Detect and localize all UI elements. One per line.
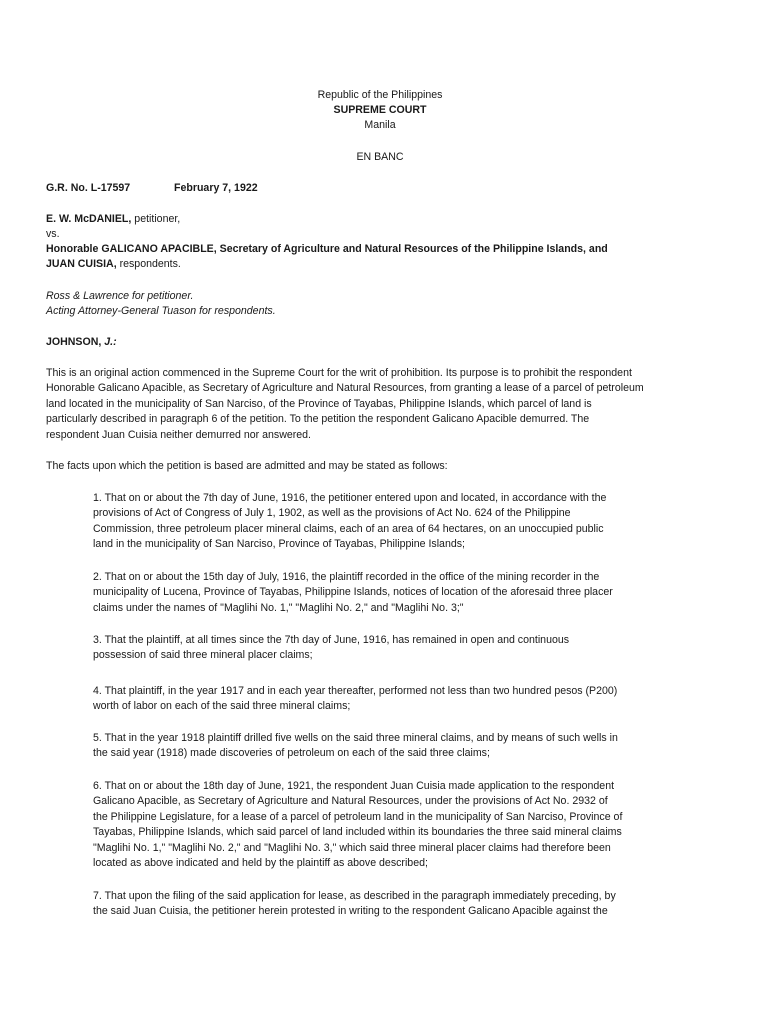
intro-line: respondent Juan Cuisia neither demurred nor answered. bbox=[46, 428, 311, 441]
facts-intro: The facts upon which the petition is based are admitted and may be stated as follows: bbox=[46, 460, 448, 472]
fact-item-6 bbox=[93, 779, 622, 871]
fact-line: 7. That upon the filing of the said application for lease, as described in the paragraph immediately preceding, by bbox=[93, 890, 616, 902]
intro-line: This is an original action commenced in the Supreme Court for the writ of prohibition. Its purpose is to prohibit the respondent bbox=[46, 367, 632, 379]
fact-line: 1. That on or about the 7th day of June, 1916, the petitioner entered upon and located, in accordance with the bbox=[93, 492, 607, 504]
fact-line: the Philippine Legislature, for a lease of a parcel of petroleum land in the municipality of San Narciso, Province of bbox=[93, 810, 623, 823]
court-heading: SUPREME COURT bbox=[333, 104, 427, 116]
division-heading: EN BANC bbox=[356, 151, 404, 163]
respondent-line-2 bbox=[46, 257, 181, 272]
ponente bbox=[46, 335, 117, 350]
respondent-line-1: Honorable GALICANO APACIBLE, Secretary of Agriculture and Natural Resources of the Philippine Islands, and bbox=[46, 243, 608, 255]
respondent-role: respondents. bbox=[116, 258, 181, 270]
fact-line: land in the municipality of San Narciso, Province of Tayabas, Philippine Islands; bbox=[93, 538, 465, 551]
fact-item-7 bbox=[93, 889, 616, 920]
petitioner-line bbox=[46, 212, 180, 227]
ponente-name: JOHNSON, bbox=[46, 336, 105, 348]
fact-line: Tayabas, Philippine Islands, which said parcel of land included within its boundaries the three said mineral claims bbox=[93, 826, 622, 839]
case-number: G.R. No. L-17597 bbox=[46, 182, 131, 194]
fact-item-4 bbox=[93, 684, 617, 715]
fact-line: provisions of Act of Congress of July 1, 1902, as well as the provisions of Act No. 624 of the Philippine bbox=[93, 507, 571, 520]
fact-line: 2. That on or about the 15th day of July, 1916, the plaintiff recorded in the office of the mining recorder in the bbox=[93, 571, 600, 583]
republic-heading: Republic of the Philippines bbox=[317, 89, 443, 101]
city-heading: Manila bbox=[364, 119, 396, 131]
fact-line: municipality of Lucena, Province of Tayabas, Philippine Islands, notices of location of the aforesaid three placer bbox=[93, 586, 613, 599]
fact-line: 3. That the plaintiff, at all times since the 7th day of June, 1916, has remained in open and continuous bbox=[93, 634, 570, 646]
case-date: February 7, 1922 bbox=[174, 182, 258, 194]
fact-item-5 bbox=[93, 731, 618, 762]
fact-item-3 bbox=[93, 633, 569, 664]
fact-line: claims under the names of "Maglihi No. 1," "Maglihi No. 2," and "Maglihi No. 3;" bbox=[93, 601, 464, 614]
fact-line: 6. That on or about the 18th day of June, 1921, the respondent Juan Cuisia made application to the respondent bbox=[93, 780, 615, 792]
ponente-suffix: J.: bbox=[104, 336, 117, 348]
fact-line: the said Juan Cuisia, the petitioner herein protested in writing to the respondent Galicano Apacible against the bbox=[93, 905, 608, 918]
intro-paragraph bbox=[46, 366, 644, 443]
fact-line: "Maglihi No. 1," "Maglihi No. 2," and "Maglihi No. 3," which said three mineral placer claims had therefore been bbox=[93, 841, 611, 854]
intro-line: land located in the municipality of San Narciso, of the Province of Tayabas, Philippine Islands, which parcel of land is bbox=[46, 397, 592, 410]
petitioner-counsel: Ross & Lawrence for petitioner. bbox=[46, 290, 194, 302]
fact-line: 4. That plaintiff, in the year 1917 and in each year thereafter, performed not less than two hundred pesos (P200) bbox=[93, 685, 618, 697]
fact-item-2 bbox=[93, 570, 613, 616]
fact-line: the said year (1918) made discoveries of petroleum on each of the said three claims; bbox=[93, 747, 490, 760]
intro-line: particularly described in paragraph 6 of the petition. To the petition the respondent Galicano Apacible demurred. The bbox=[46, 413, 590, 426]
respondent-name: JUAN CUISIA, bbox=[46, 258, 117, 270]
fact-line: Commission, three petroleum placer mineral claims, each of an area of 64 hectares, on an unoccupied public bbox=[93, 522, 604, 535]
fact-line: worth of labor on each of the said three mineral claims; bbox=[93, 700, 351, 713]
fact-line: 5. That in the year 1918 plaintiff drilled five wells on the said three mineral claims, and by means of such wells in bbox=[93, 732, 618, 744]
fact-item-1 bbox=[93, 491, 606, 553]
petitioner-name: E. W. McDANIEL, bbox=[46, 213, 132, 225]
fact-line: possession of said three mineral placer claims; bbox=[93, 649, 313, 662]
respondent-counsel: Acting Attorney-General Tuason for respondents. bbox=[46, 305, 276, 317]
fact-line: located as above indicated and held by the plaintiff as above described; bbox=[93, 856, 428, 869]
versus-label: vs. bbox=[46, 228, 60, 240]
fact-line: Galicano Apacible, as Secretary of Agriculture and Natural Resources, under the provisions of Act No. 2932 of bbox=[93, 795, 608, 808]
intro-line: Honorable Galicano Apacible, as Secretary of Agriculture and Natural Resources, from granting a lease of a parcel of petroleum bbox=[46, 382, 644, 395]
petitioner-role: petitioner, bbox=[131, 213, 181, 225]
